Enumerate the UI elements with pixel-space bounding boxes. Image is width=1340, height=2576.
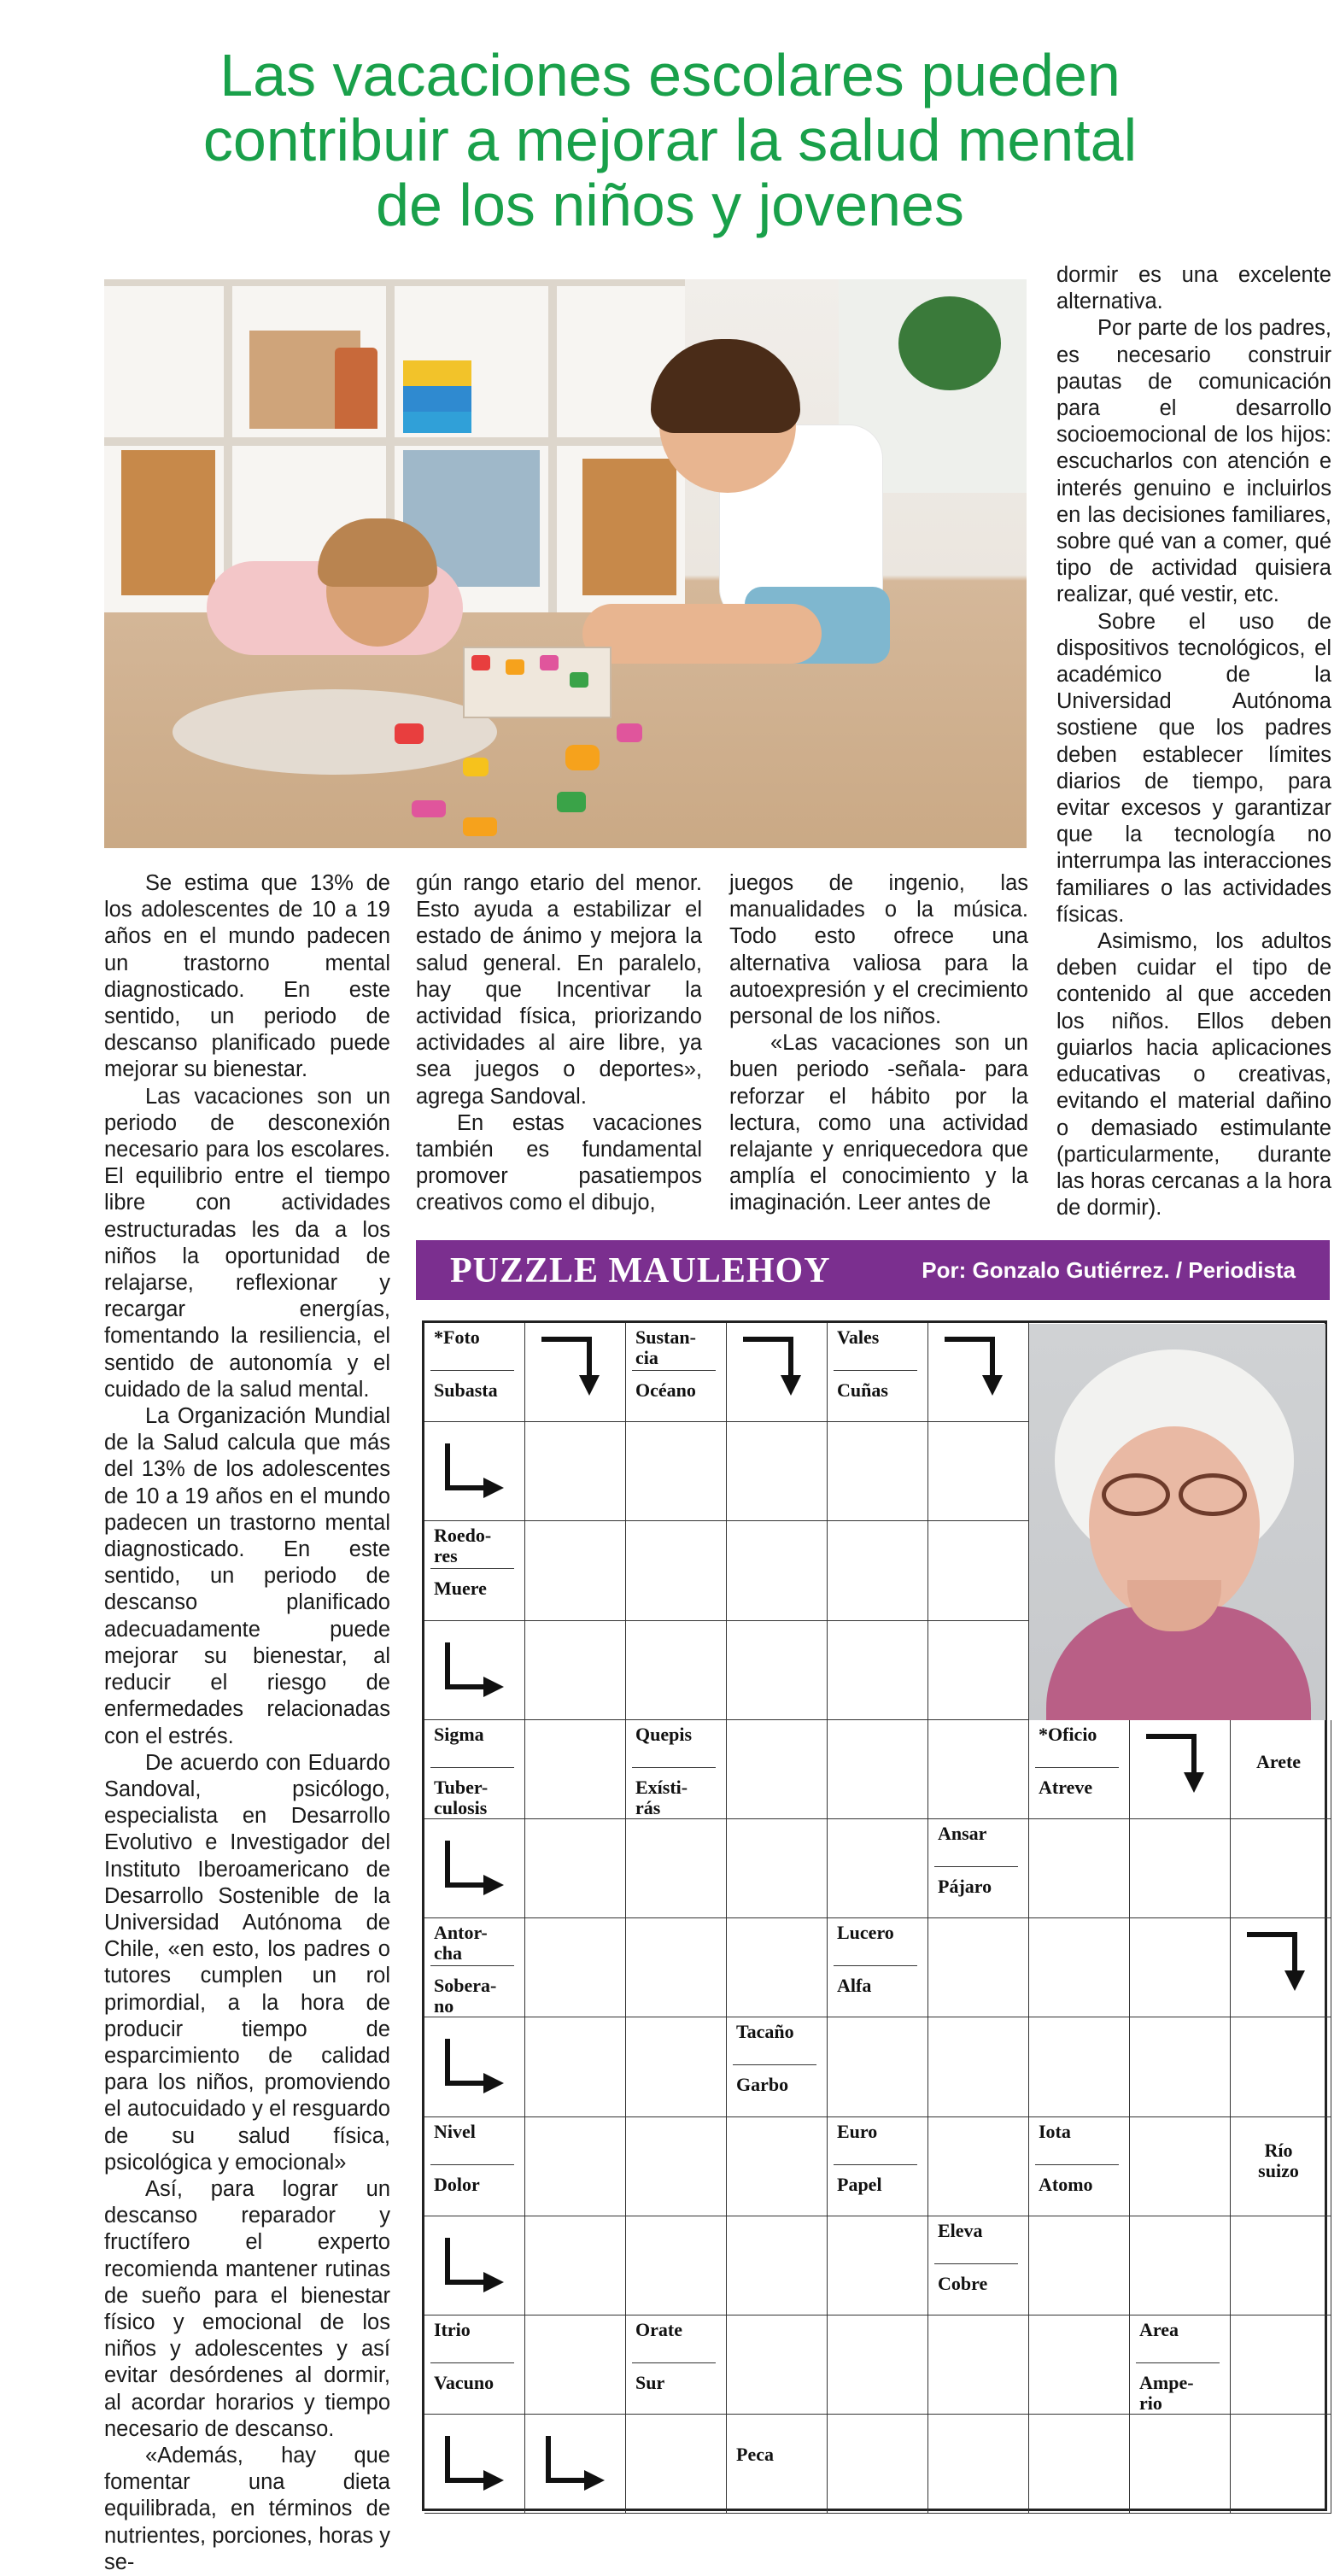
grid-cell[interactable] xyxy=(828,1720,928,1819)
clue-foto-subasta xyxy=(422,1320,523,1420)
grid-cell[interactable] xyxy=(928,1621,1029,1720)
clue-text: Atomo xyxy=(1039,2173,1093,2195)
clue-orate-sur xyxy=(623,2313,724,2412)
grid-cell[interactable] xyxy=(1029,1918,1130,2017)
paragraph: La Organización Mundial de la Salud calcula que más del 13% de los adolescentes de 10 a 19 años en el mundo padecen un trastorno mental diagnosticado. En este sentido, un periodo de descanso planificado adecuadamente puede mejorar su bienestar, al reducir el riesgo de enfermedades relacionadas con el estrés. xyxy=(104,1404,390,1748)
grid-cell[interactable] xyxy=(928,2017,1029,2116)
paragraph: Así, para lograr un descanso reparador y fructífero el experto recomienda mantener rutinas de sueño para el bienestar físico y emocional de los niños y adolescentes y así evitar desórdenes al dormir, al acordar horarios y tiempo necesario de descanso. xyxy=(104,2176,390,2441)
clue-euro-papel xyxy=(825,2115,926,2214)
headline-line-2: contribuir a mejorar la salud mental xyxy=(202,107,1138,173)
clue-divider xyxy=(430,1568,514,1569)
clue-text: Sustan- cia xyxy=(635,1326,696,1368)
grid-cell[interactable] xyxy=(1231,2415,1331,2514)
clue-divider xyxy=(834,1370,917,1371)
paragraph: Se estima que 13% de los adolescentes de 10 a 19 años en el mundo padecen un trastorno mental diagnosticado. En este sentido, un periodo de descanso planificado puede mejorar su bienestar. xyxy=(104,871,390,1082)
grid-cell[interactable] xyxy=(525,1819,626,1918)
clue-eleva-cobre xyxy=(926,2214,1027,2313)
grid-cell[interactable] xyxy=(525,1422,626,1521)
clue-text: Vacuno xyxy=(434,2372,494,2393)
paragraph: «Además, hay que fomentar una dieta equilibrada, en términos de nutrientes, porciones, horas y se- xyxy=(104,2443,390,2574)
clue-lucero-alfa xyxy=(825,1916,926,2015)
grid-cell[interactable] xyxy=(928,1422,1029,1521)
arrow-right-down-icon xyxy=(1127,1718,1228,1817)
article-column-3 xyxy=(729,870,1028,1217)
clue-divider xyxy=(430,2164,514,2165)
grid-cell[interactable] xyxy=(525,1521,626,1620)
arrow-down-right-icon xyxy=(422,2214,523,2313)
clue-itrio-vacuno xyxy=(422,2313,523,2412)
arrow-right-down-icon xyxy=(523,1320,623,1420)
paragraph: En estas vacaciones también es fundamental promover pasatiempos creativos como el dibujo, xyxy=(416,1110,702,1215)
grid-cell[interactable] xyxy=(828,2017,928,2116)
clue-divider xyxy=(632,2362,716,2363)
clue-text: Cuñas xyxy=(837,1379,888,1401)
paragraph: dormir es una excelente alternativa. xyxy=(1056,263,1331,314)
clue-divider xyxy=(430,1370,514,1371)
clue-text: Nivel xyxy=(434,2120,476,2142)
clue-text: *Foto xyxy=(434,1326,480,1348)
grid-cell[interactable] xyxy=(727,2117,828,2216)
clue-divider xyxy=(430,2362,514,2363)
clue-text: Orate xyxy=(635,2319,682,2340)
clue-nivel-dolor xyxy=(422,2115,523,2214)
article-column-1 xyxy=(104,870,390,2576)
grid-cell[interactable] xyxy=(828,1819,928,1918)
grid-cell[interactable] xyxy=(1130,1819,1231,1918)
clue-divider xyxy=(834,1965,917,1966)
grid-cell[interactable] xyxy=(1029,2415,1130,2514)
grid-cell[interactable] xyxy=(828,1521,928,1620)
paragraph: Las vacaciones son un periodo de desconexión necesario para los escolares. El equilibrio entre el tiempo libre con actividades estructuradas les da a los niños la oportunidad de relajarse, reflexionar y recargar energías, fomentando la resiliencia, el sentido de autonomía y el cuidado de la salud mental. xyxy=(104,1084,390,1402)
grid-cell[interactable] xyxy=(1029,2315,1130,2415)
arrow-right-down-icon xyxy=(926,1320,1027,1420)
clue-text: Subasta xyxy=(434,1379,498,1401)
arrow-down-right-icon xyxy=(422,1817,523,1916)
grid-cell[interactable] xyxy=(1130,2017,1231,2116)
grid-cell[interactable] xyxy=(727,1621,828,1720)
grid-cell[interactable] xyxy=(626,2017,727,2116)
article-column-2 xyxy=(416,870,702,1217)
arrow-right-down-icon xyxy=(724,1320,825,1420)
headline-line-3: de los niños y jovenes xyxy=(376,172,964,238)
grid-cell[interactable] xyxy=(1231,1819,1331,1918)
grid-cell[interactable] xyxy=(525,1621,626,1720)
grid-cell[interactable] xyxy=(1029,1819,1130,1918)
clue-divider xyxy=(1035,2164,1119,2165)
grid-cell[interactable] xyxy=(727,1918,828,2017)
clue-divider xyxy=(834,2164,917,2165)
author-portrait xyxy=(1029,1324,1325,1720)
paragraph: Asimismo, los adultos deben cuidar el tipo de contenido al que acceden los niños. Ellos deben guiarlos hacia aplicaciones educativas o creativas, evitando el material dañino o demasiado estimulante (particularmente, durante las horas cercanas a la hora de dormir). xyxy=(1056,929,1331,1221)
clue-oficio-atreve xyxy=(1027,1718,1127,1817)
puzzle-banner xyxy=(416,1240,1330,1300)
grid-cell[interactable] xyxy=(727,2315,828,2415)
grid-cell[interactable] xyxy=(928,1521,1029,1620)
grid-cell[interactable] xyxy=(1029,2216,1130,2315)
clue-text: Roedo- res xyxy=(434,1525,492,1567)
grid-cell[interactable] xyxy=(727,1521,828,1620)
clue-divider xyxy=(632,1370,716,1371)
clue-text: Garbo xyxy=(736,2074,789,2096)
paragraph: «Las vacaciones son un buen periodo -señala- para reforzar el hábito por la lectura, como una actividad relajante y enriquecedora que amplía el conocimiento y la imaginación. Leer antes de xyxy=(729,1031,1028,1215)
paragraph: Sobre el uso de dispositivos tecnológicos, el académico de la Universidad Autónoma sostiene que los padres deben establecer límites diarios de tiempo, para evitar excesos y garantizar que la tecnología no interrumpa las interacciones familiares o las actividades físicas. xyxy=(1056,609,1331,927)
grid-cell[interactable] xyxy=(1130,2117,1231,2216)
clue-roedores-muere xyxy=(422,1519,523,1618)
clue-text: Ampe- rio xyxy=(1139,2372,1194,2414)
arrow-right-down-icon xyxy=(1228,1916,1329,2015)
clue-antorcha-soberano xyxy=(422,1916,523,2015)
grid-cell[interactable] xyxy=(525,1720,626,1819)
clue-text: Pájaro xyxy=(938,1876,992,1897)
clue-text: Area xyxy=(1139,2319,1179,2340)
grid-cell[interactable] xyxy=(1231,2216,1331,2315)
clue-text: Ansar xyxy=(938,1823,987,1844)
grid-cell[interactable] xyxy=(525,1918,626,2017)
grid-cell[interactable] xyxy=(727,1422,828,1521)
grid-cell[interactable] xyxy=(928,2415,1029,2514)
grid-cell[interactable] xyxy=(828,2415,928,2514)
clue-text: Cobre xyxy=(938,2272,988,2294)
arrow-down-right-icon xyxy=(422,1420,523,1519)
clue-divider xyxy=(430,1767,514,1768)
grid-cell[interactable] xyxy=(626,1918,727,2017)
paragraph: juegos de ingenio, las manualidades o la música. Todo esto ofrece una alternativa valiosa para la autoexpresión y el crecimiento personal de los niños. xyxy=(729,871,1028,1029)
clue-text: Muere xyxy=(434,1578,487,1600)
grid-cell[interactable] xyxy=(626,1621,727,1720)
clue-text: Sobera- no xyxy=(434,1975,497,2017)
clue-text: Sigma xyxy=(434,1723,484,1745)
clue-divider xyxy=(1035,1767,1119,1768)
clue-text: Quepis xyxy=(635,1723,693,1745)
grid-cell[interactable] xyxy=(828,1621,928,1720)
clue-tacano-garbo xyxy=(724,2015,825,2114)
arrow-down-right-icon xyxy=(422,2015,523,2114)
clue-sigma-tuberculosis xyxy=(422,1718,523,1817)
grid-cell[interactable] xyxy=(828,1422,928,1521)
headline xyxy=(128,43,1212,237)
clue-text: Antor- cha xyxy=(434,1922,488,1964)
clue-text: Tacaño xyxy=(736,2021,794,2043)
grid-cell[interactable] xyxy=(727,1720,828,1819)
grid-cell[interactable] xyxy=(626,2415,727,2514)
clue-divider xyxy=(632,1767,716,1768)
clue-text: Océano xyxy=(635,1379,696,1401)
clue-divider xyxy=(934,1866,1018,1867)
paragraph: De acuerdo con Eduardo Sandoval, psicólogo, especialista en Desarrollo Evolutivo e Investigador del Instituto Iberoamericano de Desarrollo Sostenible de la Universidad Autónoma de Chile, «en esto, los padres o tutores cumplen un rol primordial, a la hora de producir tiempo de esparcimiento de calidad para los niños, promoviendo el autocuidado y el resguardo de su salud física, psicológica y emocional» xyxy=(104,1750,390,2175)
grid-cell[interactable] xyxy=(626,2117,727,2216)
clue-text: Río suizo xyxy=(1258,2139,1299,2181)
clue-ansar-pajaro xyxy=(926,1817,1027,1916)
grid-cell[interactable] xyxy=(928,2315,1029,2415)
arrow-down-right-icon xyxy=(422,2412,523,2511)
grid-cell[interactable] xyxy=(727,2216,828,2315)
clue-text: Sur xyxy=(635,2372,665,2393)
grid-cell[interactable] xyxy=(1231,2017,1331,2116)
clue-text: Dolor xyxy=(434,2173,480,2195)
puzzle-title: PUZZLE MAULEHOY xyxy=(450,1251,831,1291)
article-column-4 xyxy=(1056,262,1331,1221)
grid-cell[interactable] xyxy=(626,1521,727,1620)
clue-text: Lucero xyxy=(837,1922,894,1944)
grid-cell[interactable] xyxy=(1029,2017,1130,2116)
grid-cell[interactable] xyxy=(525,2216,626,2315)
clue-text: Papel xyxy=(837,2173,882,2195)
grid-cell[interactable] xyxy=(828,2216,928,2315)
clue-text: Atreve xyxy=(1039,1776,1093,1798)
paragraph: Por parte de los padres, es necesario construir pautas de comunicación para el desarrollo socioemocional de los hijos: escucharlos con atención e interés genuino e incluirlos en las decisiones familiares, sobre qué van a comer, qué tipo de actividad quisiera realizar, qué vestir, etc. xyxy=(1056,316,1331,607)
clue-sustancia-oceano xyxy=(623,1320,724,1420)
clue-iota-atomo xyxy=(1027,2115,1127,2214)
puzzle-byline: Por: Gonzalo Gutiérrez. / Periodista xyxy=(922,1257,1296,1283)
clue-divider xyxy=(733,2064,816,2065)
arrow-down-right-icon xyxy=(422,1619,523,1718)
grid-cell[interactable] xyxy=(1130,2415,1231,2514)
grid-cell[interactable] xyxy=(928,1720,1029,1819)
grid-cell[interactable] xyxy=(525,2017,626,2116)
clue-divider xyxy=(1136,2362,1220,2363)
clue-text: Vales xyxy=(837,1326,880,1348)
grid-cell[interactable] xyxy=(1130,2216,1231,2315)
grid-cell[interactable] xyxy=(626,2216,727,2315)
clue-divider xyxy=(934,2263,1018,2264)
children-playing-photo xyxy=(104,279,1027,848)
grid-cell[interactable] xyxy=(626,1819,727,1918)
clue-text: Iota xyxy=(1039,2120,1071,2142)
clue-text: Exísti- rás xyxy=(635,1776,688,1818)
clue-area-amperio xyxy=(1127,2313,1228,2412)
clue-text: Alfa xyxy=(837,1975,872,1997)
grid-cell[interactable] xyxy=(1231,2315,1331,2415)
grid-cell[interactable] xyxy=(727,1819,828,1918)
headline-line-1: Las vacaciones escolares pueden xyxy=(219,42,1121,108)
clue-text: Itrio xyxy=(434,2319,471,2340)
grid-cell[interactable] xyxy=(1130,1918,1231,2017)
clue-text: Eleva xyxy=(938,2219,983,2241)
grid-cell[interactable] xyxy=(525,2117,626,2216)
clue-quepis-existiras xyxy=(623,1718,724,1817)
grid-cell[interactable] xyxy=(928,2117,1029,2216)
clue-divider xyxy=(430,1965,514,1966)
arrow-down-right-icon xyxy=(523,2412,623,2511)
clue-text: Peca xyxy=(736,2444,774,2466)
clue-text: *Oficio xyxy=(1039,1723,1097,1745)
grid-cell[interactable] xyxy=(525,2315,626,2415)
grid-cell[interactable] xyxy=(928,1918,1029,2017)
clue-vales-cunas xyxy=(825,1320,926,1420)
grid-cell[interactable] xyxy=(626,1422,727,1521)
clue-text: Euro xyxy=(837,2120,878,2142)
clue-text: Tuber- culosis xyxy=(434,1776,489,1818)
grid-cell[interactable] xyxy=(828,2315,928,2415)
clue-text: Arete xyxy=(1255,1750,1302,1772)
paragraph: gún rango etario del menor. Esto ayuda a estabilizar el estado de ánimo y mejora la salud general. En paralelo, hay que Incentivar la actividad física, priorizando actividades al aire libre, ya sea juegos o deportes», agrega Sandoval. xyxy=(416,871,702,1109)
